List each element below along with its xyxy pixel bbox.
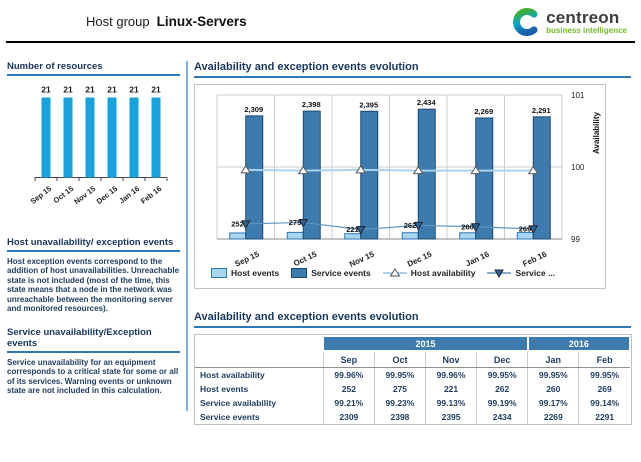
- table-cell: 252: [323, 382, 374, 396]
- host-events-bar: [517, 233, 533, 239]
- resource-bar: [86, 98, 95, 178]
- service-events-label: 2,291: [531, 105, 551, 115]
- table-row: [195, 368, 630, 383]
- resource-bar: [130, 98, 139, 178]
- service-events-bar: [533, 117, 550, 239]
- legend-item-host-availability: [383, 268, 476, 278]
- service-events-bar: [476, 118, 493, 239]
- table-cell: 2434: [477, 410, 528, 424]
- page-title: [6, 14, 247, 29]
- legend-label: Host events: [231, 268, 280, 278]
- x-axis-label: Oct 15: [51, 183, 76, 206]
- resource-bar: [42, 98, 51, 178]
- table-cell: 99.23%: [374, 396, 425, 410]
- host-events-bar: [402, 233, 418, 239]
- content: [0, 43, 641, 425]
- row-label: Host events: [200, 384, 249, 394]
- legend-item-service: [487, 268, 555, 278]
- bar-value-label: 21: [107, 84, 117, 95]
- month-header-dec: Dec: [477, 351, 528, 368]
- host-availability-marker-icon: [383, 268, 407, 278]
- month-header-row: [195, 351, 630, 368]
- table-row: [195, 410, 630, 424]
- x-axis-label: Sep 15: [233, 249, 261, 269]
- month-header-sep: Sep: [323, 351, 374, 368]
- service-availability-marker-icon: [487, 268, 511, 278]
- host-events-bar: [460, 233, 476, 239]
- host-events-label: 221: [346, 225, 359, 235]
- logo-name: centreon: [546, 7, 620, 27]
- table-cell: 99.14%: [579, 396, 630, 410]
- service-events-label: 2,398: [301, 100, 321, 110]
- month-header-oct: Oct: [374, 351, 425, 368]
- resources-chart: [7, 81, 180, 217]
- x-axis-label: Feb 16: [521, 249, 549, 269]
- resource-bar: [108, 98, 117, 178]
- row-label: Host availability: [200, 370, 265, 380]
- host-note-body: Host exception events correspond to the addition of host unavailabilities. Unreachable state is not included (most of the time, this state means that a node in the network was unreachable between the monitoring server and monitored resources).: [7, 257, 180, 314]
- row-label: Service events: [200, 412, 260, 422]
- table-cell: 2395: [426, 410, 477, 424]
- table-cell: 99.95%: [579, 368, 630, 383]
- table-cell: 262: [477, 382, 528, 396]
- resources-heading: Number of resources: [7, 61, 180, 76]
- table-cell: 99.96%: [426, 368, 477, 383]
- y-axis-tick: 99: [571, 235, 580, 244]
- service-note-body: Service unavailability for an equipment corresponds to a critical state for some or all of its services. Warning events or unknown state are not included in this calculation.: [7, 357, 179, 395]
- host-events-swatch: [211, 268, 227, 278]
- table-cell: 99.13%: [426, 396, 477, 410]
- x-axis-label: Nov 15: [72, 183, 98, 207]
- centreon-logo-icon: [513, 8, 541, 36]
- legend-item-host-events: [211, 268, 279, 278]
- table-cell: 99.95%: [528, 368, 579, 383]
- row-label: Service availability: [200, 398, 277, 408]
- table-corner: [195, 351, 323, 368]
- table-cell: 2291: [579, 410, 630, 424]
- legend-label: Host availability: [410, 268, 476, 278]
- host-events-label: 252: [231, 219, 244, 229]
- table-cell: 260: [528, 382, 579, 396]
- availability-chart-plot: [195, 87, 605, 269]
- y-axis-tick: 101: [571, 91, 585, 100]
- table-cell: 2398: [374, 410, 425, 424]
- host-note-heading: Host unavailability/ exception events: [7, 237, 180, 252]
- table-row: [195, 396, 630, 410]
- host-events-label: 262: [403, 220, 417, 230]
- year-header-2016: 2016: [528, 336, 630, 351]
- service-events-label: 2,395: [359, 100, 379, 110]
- service-events-label: 2,269: [474, 106, 494, 116]
- month-header-jan: Jan: [528, 351, 579, 368]
- table-cell: 99.95%: [477, 368, 528, 383]
- month-header-feb: Feb: [579, 351, 630, 368]
- bar-value-label: 21: [151, 84, 161, 95]
- availability-table: [194, 334, 632, 425]
- x-axis-label: Sep 15: [28, 183, 54, 206]
- service-events-label: 2,309: [244, 104, 264, 114]
- availability-chart: [194, 84, 606, 289]
- page-title-prefix: Host group: [86, 14, 150, 29]
- table-cell: 99.21%: [323, 396, 374, 410]
- legend-label: Service ...: [515, 268, 556, 278]
- table-cell: 275: [374, 382, 425, 396]
- table-corner: [195, 336, 323, 351]
- table-cell: 99.95%: [374, 368, 425, 383]
- y-axis-title: Availability: [592, 112, 601, 154]
- table-cell: 99.96%: [323, 368, 374, 383]
- month-header-nov: Nov: [426, 351, 477, 368]
- sidebar: [7, 61, 180, 425]
- vertical-divider: [186, 61, 188, 411]
- host-events-bar: [287, 232, 303, 239]
- table-section-heading: Availability and exception events evolution: [194, 311, 631, 328]
- bar-value-label: 21: [85, 84, 95, 95]
- host-events-bar: [230, 233, 246, 239]
- table-cell: 99.17%: [528, 396, 579, 410]
- resource-bar: [64, 98, 73, 178]
- year-header-row: [195, 336, 630, 351]
- centreon-logo: [513, 8, 635, 36]
- table-cell: 99.19%: [477, 396, 528, 410]
- x-axis-label: Nov 15: [348, 249, 376, 269]
- bar-value-label: 21: [63, 84, 73, 95]
- chart-section-heading: Availability and exception events evolution: [194, 61, 631, 78]
- logo-subtitle: business intelligence: [546, 25, 627, 35]
- legend-label: Service events: [311, 268, 371, 278]
- table-cell: 2309: [323, 410, 374, 424]
- legend-item-service-events: [291, 268, 371, 278]
- host-events-label: 260: [461, 222, 474, 232]
- x-axis-label: Oct 15: [292, 249, 319, 269]
- y-axis-tick: 100: [571, 163, 585, 172]
- x-axis-label: Jan 16: [117, 183, 142, 206]
- chart-legend: [195, 264, 605, 288]
- service-events-bar: [361, 111, 378, 239]
- service-events-label: 2,434: [416, 98, 436, 108]
- x-axis-label: Dec 15: [405, 249, 434, 269]
- table-cell: 269: [579, 382, 630, 396]
- x-axis-label: Jan 16: [464, 249, 491, 269]
- host-availability-line: [246, 170, 534, 171]
- table-row: [195, 382, 630, 396]
- x-axis-label: Dec 15: [94, 183, 120, 206]
- host-events-label: 269: [518, 224, 532, 234]
- bar-value-label: 21: [129, 84, 139, 95]
- service-events-swatch: [291, 268, 307, 278]
- x-axis-label: Feb 16: [138, 183, 164, 206]
- host-events-bar: [345, 234, 361, 239]
- main-panel: [194, 61, 631, 425]
- service-note-heading: Service unavailability/Exception events: [7, 327, 180, 353]
- year-header-2015: 2015: [323, 336, 527, 351]
- table-cell: 221: [426, 382, 477, 396]
- host-events-label: 275: [288, 217, 302, 227]
- bar-value-label: 21: [41, 84, 51, 95]
- table-cell: 2269: [528, 410, 579, 424]
- header: [6, 0, 635, 43]
- resource-bar: [152, 98, 161, 178]
- page-title-group: Linux-Servers: [156, 14, 247, 29]
